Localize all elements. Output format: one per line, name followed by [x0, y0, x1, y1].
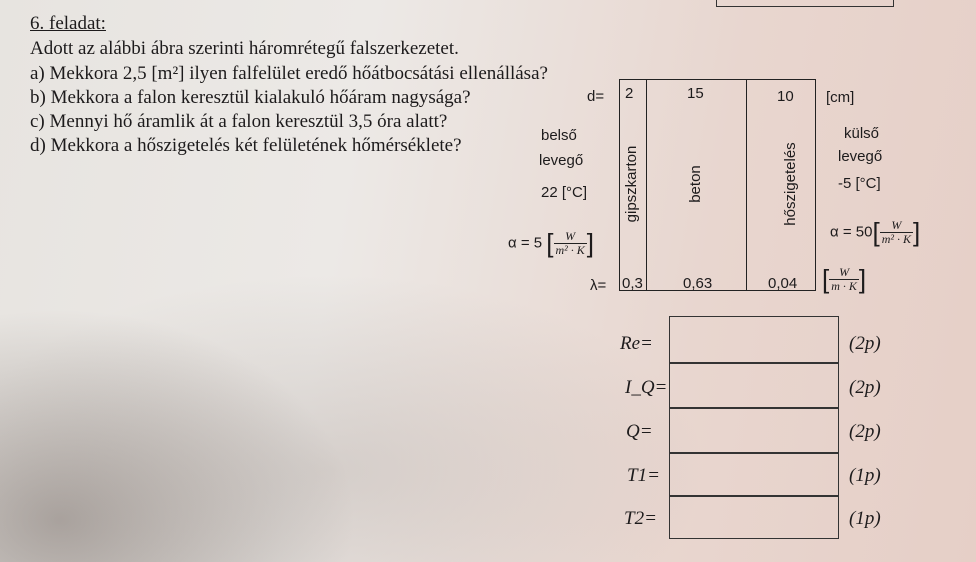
wall-line-2: [746, 79, 747, 291]
layer-hoszigeteles: hőszigetelés: [782, 142, 799, 226]
question-d: d) Mekkora a hőszigetelés két felületének hőmérséklete?: [30, 135, 462, 156]
lambda-label: λ=: [590, 277, 607, 294]
task-intro: Adott az alábbi ábra szerinti háromrétegű falszerkezetet.: [30, 38, 459, 59]
answer-label-q: Q=: [626, 421, 653, 442]
thickness-hoszigeteles: 10: [777, 88, 794, 105]
layer-beton: beton: [687, 165, 704, 203]
answer-label-re: Re=: [620, 333, 653, 354]
question-a: a) Mekkora 2,5 [m²] ilyen falfelület eredő hőátbocsátási ellenállása?: [30, 63, 548, 84]
alpha-inside: α = 5 [ $\frac{W}{\text{m² · K}}$ ]: [508, 228, 595, 258]
top-edge-box: [716, 0, 894, 7]
outside-temperature: -5 [°C]: [838, 175, 881, 192]
answer-box-q[interactable]: [669, 408, 839, 453]
answer-box-t1[interactable]: [669, 453, 839, 496]
answer-box-iq[interactable]: [669, 363, 839, 408]
alpha-outside-value: α = 50: [830, 223, 873, 241]
inside-label-2: levegő: [539, 152, 584, 169]
wall-top-edge: [619, 79, 816, 80]
answer-points-t1: (1p): [849, 465, 881, 486]
wall-line-inner: [619, 79, 620, 291]
lambda-hoszigeteles: 0,04: [768, 275, 798, 292]
lambda-gipszkarton: 0,3: [622, 275, 643, 292]
wall-line-1: [646, 79, 647, 291]
question-b: b) Mekkora a falon keresztül kialakuló hőáram nagysága?: [30, 87, 471, 108]
inside-label-1: belső: [541, 127, 577, 144]
answer-label-t2: T2=: [624, 508, 657, 529]
alpha-outside: α = 50[ $\frac{W}{\text{m² · K}}$ ]: [830, 217, 921, 247]
alpha-outside-unit: $\frac{W}{\text{m² · K}}$: [881, 218, 911, 246]
thickness-unit: [cm]: [826, 89, 855, 106]
task-title: 6. feladat:: [30, 13, 106, 34]
wall-line-outer: [815, 79, 816, 291]
alpha-inside-unit: $\frac{W}{\text{m² · K}}$: [555, 229, 585, 257]
answer-points-re: (2p): [849, 333, 881, 354]
answer-label-iq: I_Q=: [625, 377, 668, 398]
answer-points-t2: (1p): [849, 508, 881, 529]
lambda-beton: 0,63: [683, 275, 713, 292]
question-c: c) Mennyi hő áramlik át a falon keresztül 3,5 óra alatt?: [30, 111, 448, 132]
alpha-inside-value: α = 5: [508, 234, 543, 252]
lambda-unit: [ $\frac{W}{m \cdot K}$ ]: [822, 264, 867, 294]
answer-box-re[interactable]: [669, 316, 839, 363]
thickness-label: d=: [587, 88, 605, 105]
inside-temperature: 22 [°C]: [541, 184, 588, 201]
layer-gipszkarton: gipszkarton: [623, 145, 640, 223]
outside-label-2: levegő: [838, 148, 883, 165]
answer-box-t2[interactable]: [669, 496, 839, 539]
outside-label-1: külső: [844, 125, 880, 142]
answer-points-q: (2p): [849, 421, 881, 442]
answer-label-t1: T1=: [627, 465, 660, 486]
answer-points-iq: (2p): [849, 377, 881, 398]
thickness-beton: 15: [687, 85, 704, 102]
thickness-gipszkarton: 2: [625, 85, 634, 102]
